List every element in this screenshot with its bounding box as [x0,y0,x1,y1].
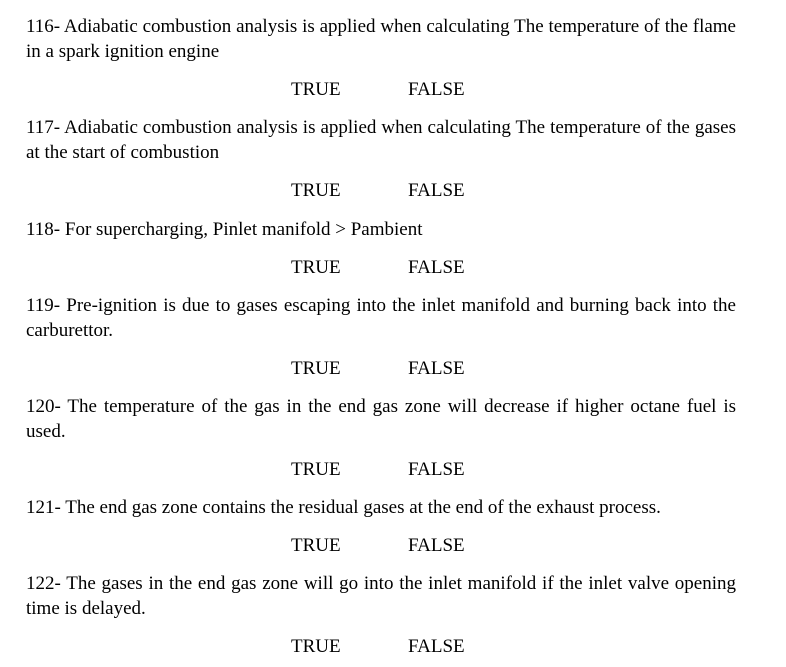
question-121-text: 121- The end gas zone contains the residual gases at the end of the exhaust process. [26,497,661,518]
question-119-false-option[interactable]: FALSE [408,358,465,379]
question-121-false-option[interactable]: FALSE [408,535,465,556]
question-119-true-option[interactable]: TRUE [291,358,341,379]
question-118-text: 118- For supercharging, Pinlet manifold > Pambient [26,219,423,240]
question-118-true-option[interactable]: TRUE [291,257,341,278]
question-116-false-option[interactable]: FALSE [408,79,465,100]
question-116-text: 116- Adiabatic combustion analysis is applied when calculating The temperature of the flame in a spark ignition engine [26,16,736,62]
question-122-text: 122- The gases in the end gas zone will go into the inlet manifold if the inlet valve opening time is delayed. [26,573,736,619]
question-119-text: 119- Pre-ignition is due to gases escaping into the inlet manifold and burning back into the carburettor. [26,295,736,341]
question-117-text: 117- Adiabatic combustion analysis is applied when calculating The temperature of the gases at the start of combustion [26,117,736,163]
question-118-false-option[interactable]: FALSE [408,257,465,278]
question-122-true-option[interactable]: TRUE [291,636,341,657]
question-121-true-option[interactable]: TRUE [291,535,341,556]
question-120-false-option[interactable]: FALSE [408,459,465,480]
question-122-false-option[interactable]: FALSE [408,636,465,657]
question-117-false-option[interactable]: FALSE [408,180,465,201]
question-117-true-option[interactable]: TRUE [291,180,341,201]
question-116-true-option[interactable]: TRUE [291,79,341,100]
question-120-text: 120- The temperature of the gas in the end gas zone will decrease if higher octane fuel is used. [26,396,736,442]
question-120-true-option[interactable]: TRUE [291,459,341,480]
